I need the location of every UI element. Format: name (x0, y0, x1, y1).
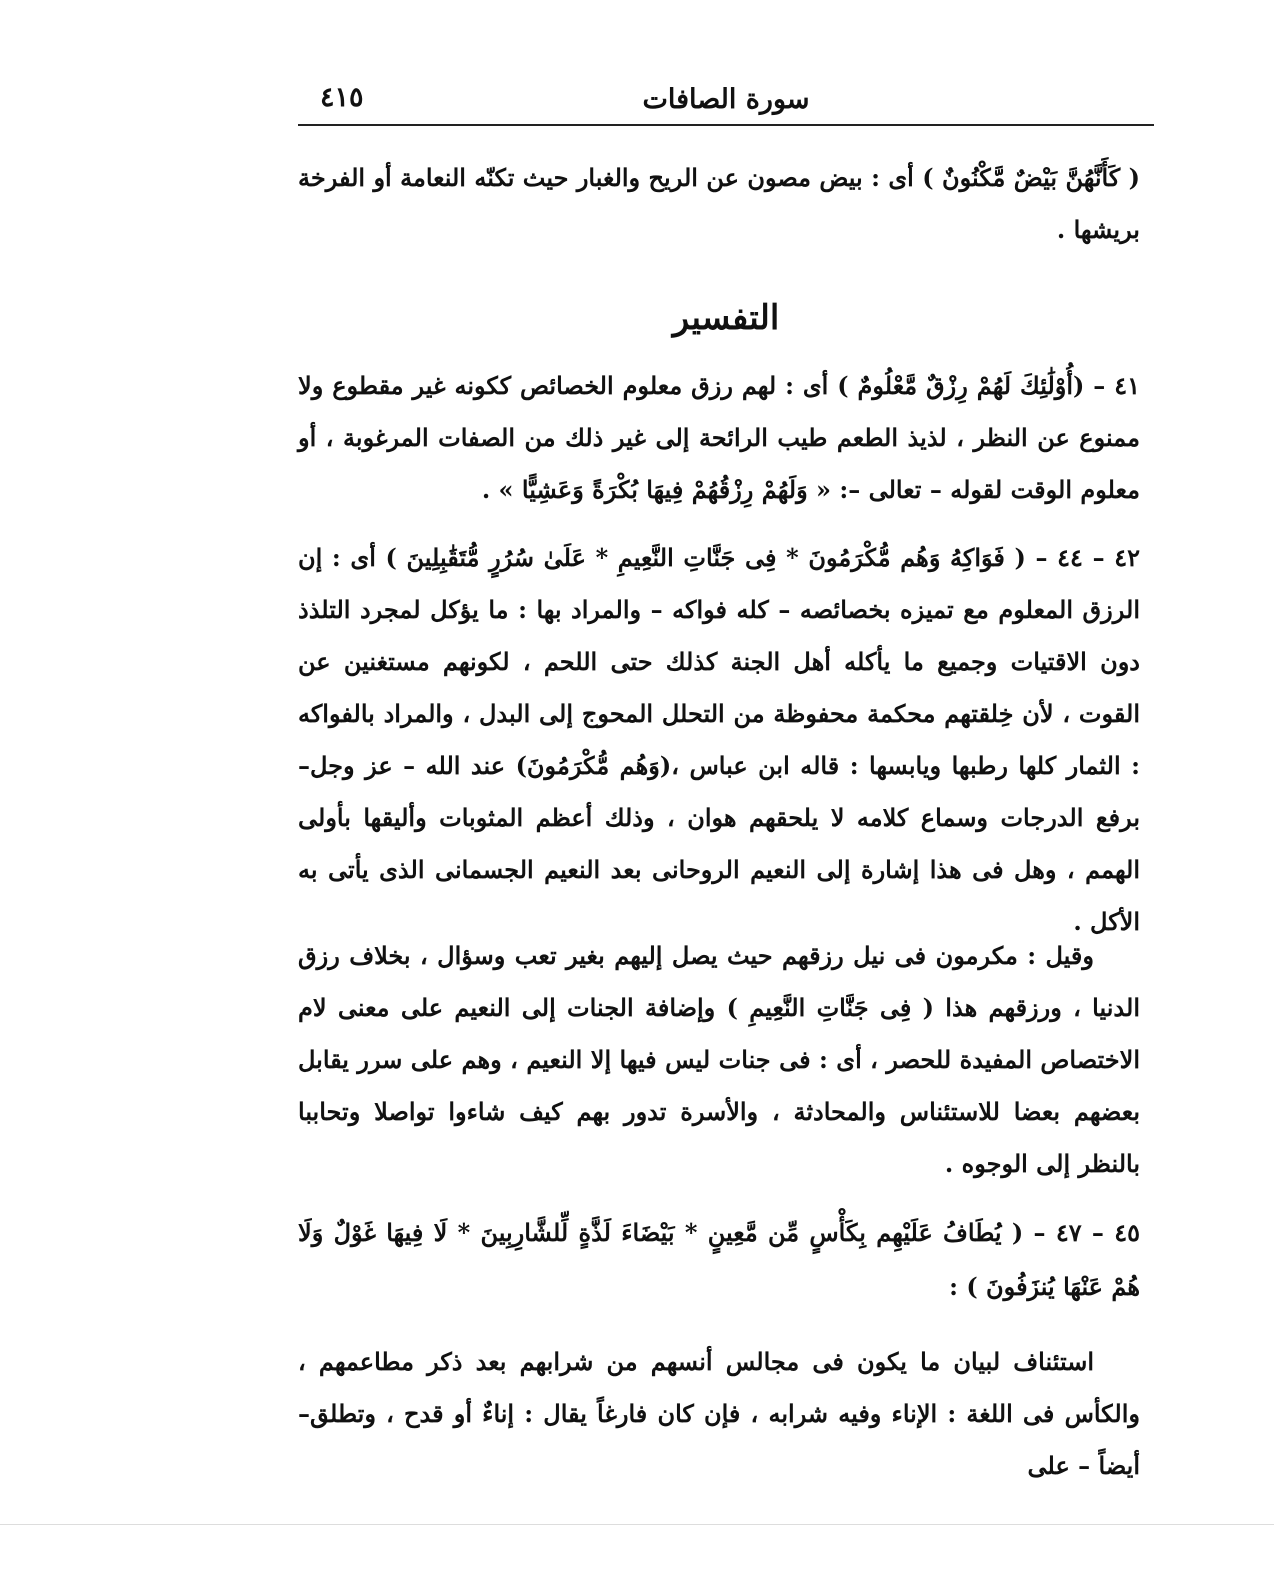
section-heading: التفسير (672, 298, 780, 338)
page-title: سورة الصافات (642, 84, 810, 115)
intro-paragraph: ( كَأَنَّهُنَّ بَيْضٌ مَّكْنُونٌ ) أى : بيض مصون عن الريح والغبار حيث تكنّه النعامة أو الفرخة بريشها . (298, 163, 1140, 244)
paragraph-verses-42-44: ٤٢ – ٤٤ – ( فَوَاكِهُ وَهُم مُّكْرَمُونَ * فِى جَنَّاتِ النَّعِيمِ * عَلَىٰ سُرُرٍ مُّتَقَٰبِلِينَ ) أى : إن الرزق المعلوم مع تميزه بخصائصه – كله فواكه – والمراد بها : ما يؤكل لمجرد التلذذ دون الاقتيات وجميع ما يأكله أهل الجنة كذلك حتى اللحم ، لكونهم مستغنين عن القوت ، لأن خِلقتهم محكمة محفوظة من التحلل المحوج إلى البدل ، والمراد بالفواكه : الثمار كلها رطبها ويابسها : قاله ابن عباس ،(وَهُم مُّكْرَمُونَ) عند الله – عز وجل– برفع الدرجات وسماع كلامه لا يلحقهم هوان ، وذلك أعظم المثوبات وأليقها بأولى الهمم ، وهل فى هذا إشارة إلى النعيم الروحانى بعد النعيم الجسمانى الذى يأتى به الأكل . (298, 543, 1140, 936)
paragraph-verses-45-47: ٤٥ – ٤٧ – ( يُطَافُ عَلَيْهِم بِكَأْسٍ مِّن مَّعِينٍ * بَيْضَاءَ لَذَّةٍ لِّلشَّارِبِينَ * لَا فِيهَا غَوْلٌ وَلَا هُمْ عَنْهَا يُنزَفُونَ ) : (298, 1218, 1140, 1301)
paragraph-cup-explanation: استئناف لبيان ما يكون فى مجالس أنسهم من شرابهم بعد ذكر مطاعمهم ، والكأس فى اللغة : الإناء وفيه شرابه ، فإن كان فارغاً يقال : إناءٌ أو قدح ، وتطلق– أيضاً – على (298, 1347, 1140, 1480)
paragraph-verse-41: ٤١ – (أُوْلَٰئِكَ لَهُمْ رِزْقٌ مَّعْلُومٌ ) أى : لهم رزق معلوم الخصائص ككونه غير مقطوع ولا ممنوع عن النظر ، لذيذ الطعم طيب الرائحة إلى غير ذلك من الصفات المرغوبة ، أو معلوم الوقت لقوله – تعالى –: « وَلَهُمْ رِزْقُهُمْ فِيهَا بُكْرَةً وَعَشِيًّا » . (298, 371, 1140, 504)
page-bottom-edge (0, 1524, 1274, 1525)
paragraph-commentary: وقيل : مكرمون فى نيل رزقهم حيث يصل إليهم بغير تعب وسؤال ، بخلاف رزق الدنيا ، ورزقهم هذا ( فِى جَنَّاتِ النَّعِيمِ ) وإضافة الجنات إلى النعيم على معنى لام الاختصاص المفيدة للحصر ، أى : فى جنات ليس فيها إلا النعيم ، وهم على سرر يقابل بعضهم بعضا للاستئناس والمحادثة ، والأسرة تدور بهم كيف شاءوا تواصلا وتحاببا بالنظر إلى الوجوه . (298, 941, 1140, 1178)
page-header (298, 78, 1154, 126)
page-number: ٤١٥ (320, 82, 364, 113)
